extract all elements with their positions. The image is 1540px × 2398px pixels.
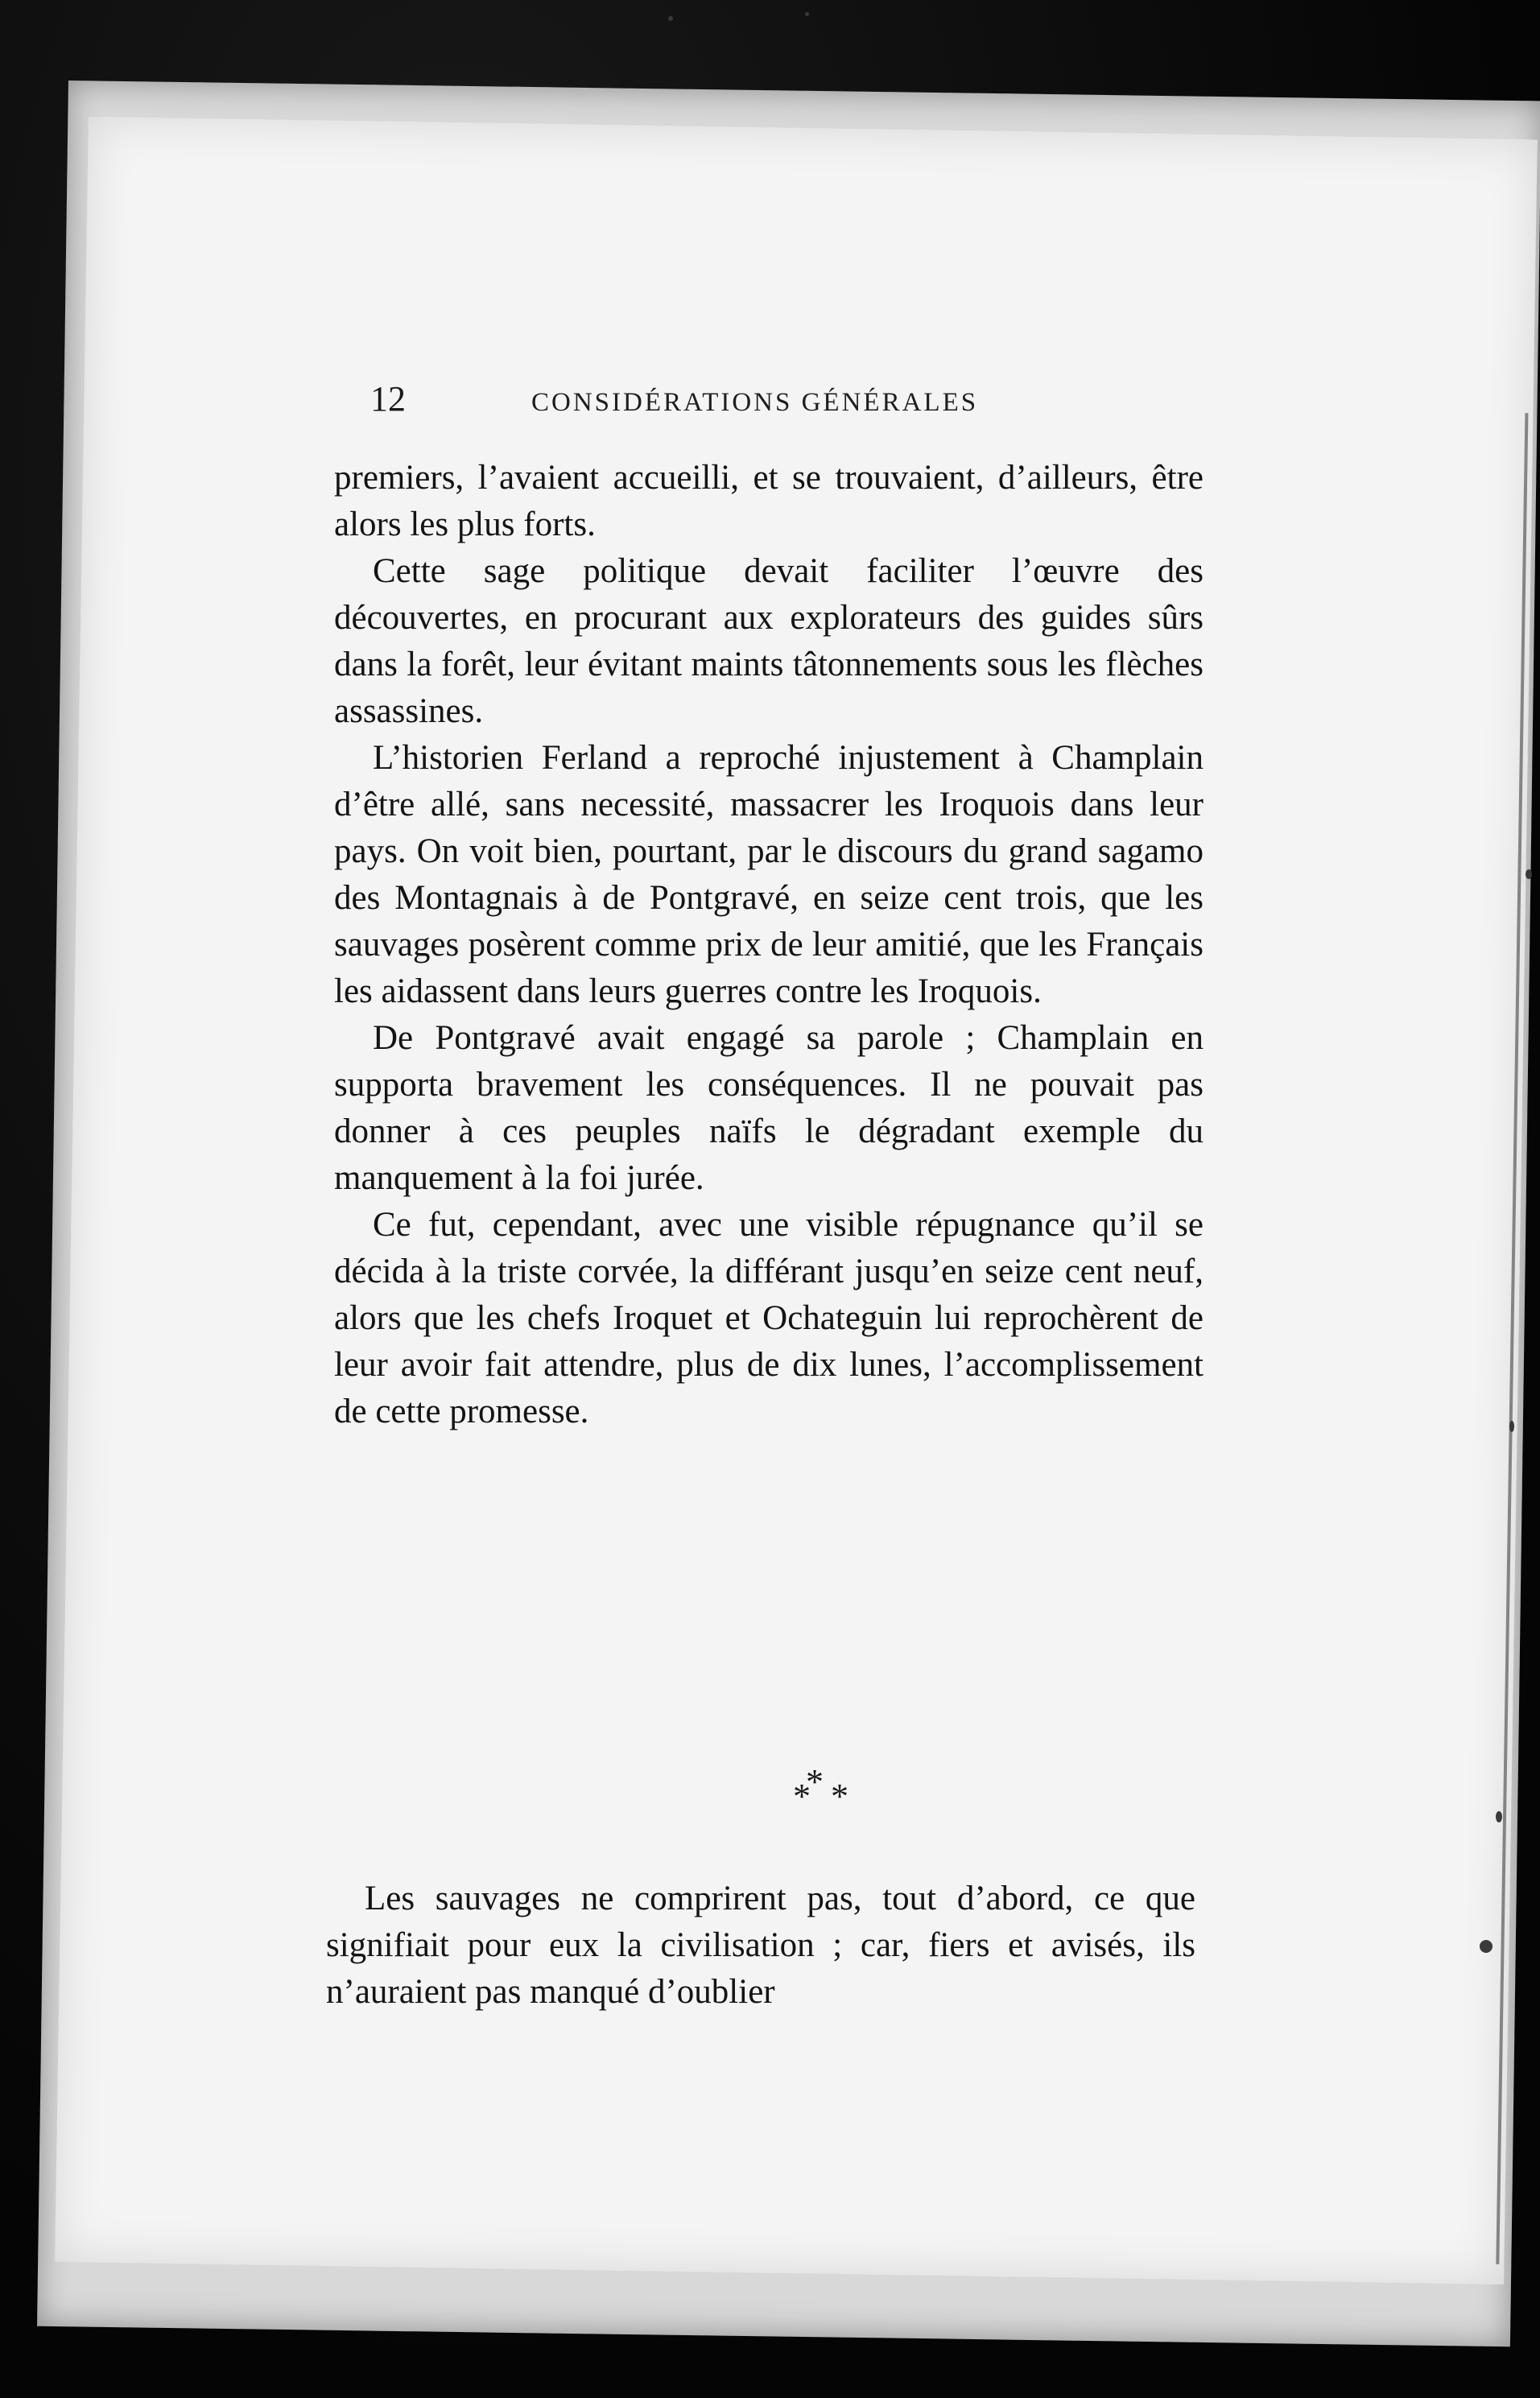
body-text-continued: [326, 1876, 1195, 2016]
paragraph: Les sauvages ne comprirent pas, tout d’abord, ce que signifiait pour eux la civilisation ; car, fiers et avisés, ils n’auraient pas manqué d’oublier: [326, 1880, 1195, 2011]
body-text: [334, 455, 1204, 1435]
scan-speck: [1509, 1421, 1514, 1432]
page-number: 12: [370, 379, 406, 419]
paragraph: L’historien Ferland a reproché injustement à Champlain d’être allé, sans necessité, massacrer les Iroquois dans leur pays. On voit bien, pourtant, par le discours du grand sagamo des Montagnais à de Pontgravé, en seize cent trois, que les sauvages posèrent comme prix de leur amitié, que les Français les aidassent dans leurs guerres contre les Iroquois.: [334, 739, 1204, 1010]
running-title: CONSIDÉRATIONS GÉNÉRALES: [531, 388, 979, 417]
scan-speck: [1480, 1940, 1493, 1953]
page-header: [370, 378, 1175, 427]
section-separator: [793, 1762, 848, 1816]
paragraph: De Pontgravé avait engagé sa parole ; Champlain en supporta bravement les conséquences. Il ne pouvait pas donner à ces peuples naïfs le dégradant exemple du manquement à la foi jurée.: [334, 1019, 1204, 1197]
paragraph: Cette sage politique devait faciliter l’œuvre des découvertes, en procurant aux explorateurs des guides sûrs dans la forêt, leur évitant maints tâtonnements sous les flèches assassines.: [334, 552, 1204, 730]
paragraph: premiers, l’avaient accueilli, et se trouvaient, d’ailleurs, être alors les plus forts.: [334, 459, 1204, 543]
scan-speck: [668, 16, 673, 21]
scan-speck: [1526, 869, 1532, 879]
separator-star-top: *: [806, 1762, 824, 1802]
separator-star-right: *: [831, 1777, 848, 1816]
scan-speck: [1496, 1811, 1502, 1822]
scan-speck: [805, 12, 809, 16]
paragraph: Ce fut, cependant, avec une visible répugnance qu’il se décida à la triste corvée, la différant jusqu’en seize cent neuf, alors que les chefs Iroquet et Ochateguin lui reprochèrent de leur avoir fait attendre, plus de dix lunes, l’accomplissement de cette promesse.: [334, 1206, 1204, 1430]
separator-star-left: *: [793, 1777, 811, 1816]
